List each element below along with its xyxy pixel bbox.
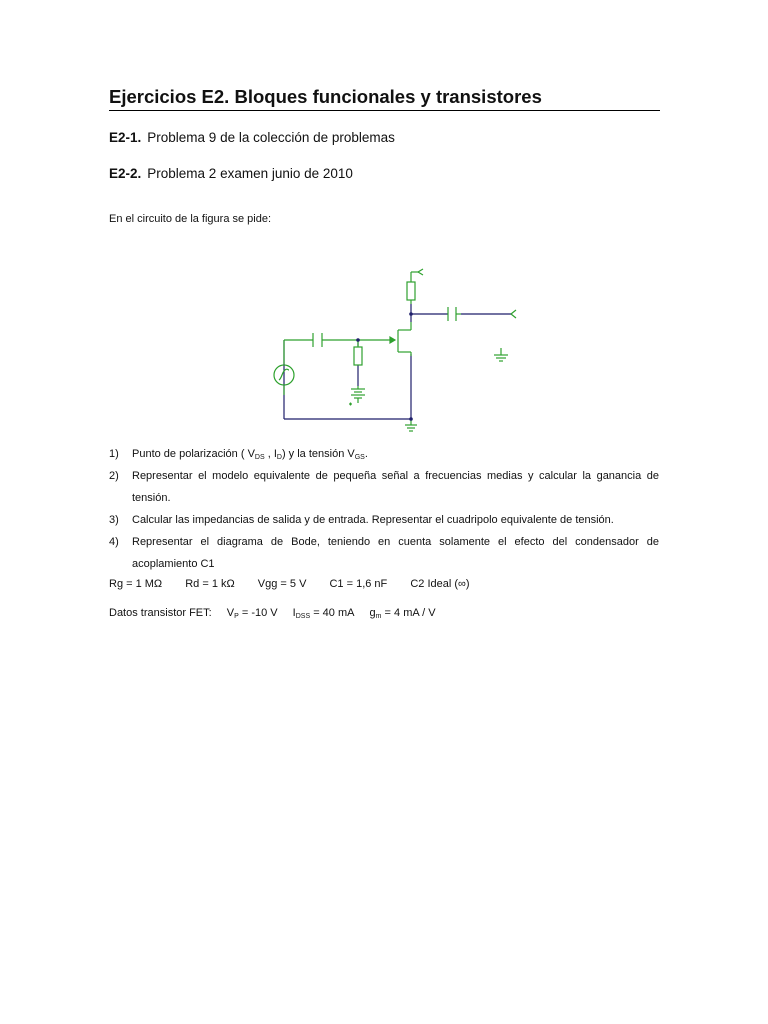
problem-text: Problema 9 de la colección de problemas	[147, 130, 395, 145]
circuit-wires	[284, 304, 511, 419]
battery-vgg	[349, 386, 365, 406]
param-rg: Rg = 1 MΩ	[109, 578, 163, 590]
fet-gm: $g_m = 4$ mA / V	[369, 607, 436, 620]
problem-text: Problema 2 examen junio de 2010	[147, 166, 353, 181]
problem-item	[109, 130, 395, 145]
question-number: 1)	[109, 448, 119, 460]
fet-data-label: Datos transistor FET:	[109, 607, 212, 619]
circuit-components	[274, 269, 516, 431]
problem-number: E2-2.	[109, 166, 142, 181]
question-number: 4)	[109, 536, 119, 548]
resistor-rg	[354, 340, 362, 365]
circuit-diagram	[268, 262, 528, 437]
fet-transistor	[388, 322, 411, 356]
question-item	[109, 531, 659, 575]
parameter-line	[109, 578, 490, 590]
capacitor-c2	[448, 307, 461, 321]
question-text: Calcular las impedancias de salida y de entrada. Representar el cuadripolo equivalente de tensión.	[132, 514, 614, 526]
capacitor-c1	[313, 333, 322, 347]
question-item	[109, 443, 659, 465]
question-item	[109, 509, 659, 531]
question-text: Punto de polarización ( $V_{DS}$ , $I_D$) y la tensión $V_{GS}$.	[132, 448, 368, 461]
question-text: Representar el diagrama de Bode, teniendo en cuenta solamente el efecto del condensador de acoplamiento C1	[132, 536, 659, 570]
fet-vp: $V_P = -10$ V	[226, 607, 278, 620]
question-number: 2)	[109, 470, 119, 482]
param-c1: C1 = 1,6 nF	[329, 578, 388, 590]
fet-idss: $I_{DSS} = 40$ mA	[292, 607, 355, 620]
question-list	[109, 443, 659, 575]
param-vgg: Vgg = 5 V	[257, 578, 307, 590]
page-title: Ejercicios E2. Bloques funcionales y transistores	[109, 86, 542, 107]
ground-symbol	[494, 348, 508, 361]
fet-data-line	[109, 607, 436, 619]
junction-dots	[356, 312, 413, 421]
param-rd: Rd = 1 kΩ	[185, 578, 235, 590]
intro-text: En el circuito de la figura se pide:	[109, 213, 272, 225]
question-item	[109, 465, 659, 509]
vdd-terminal	[411, 269, 423, 275]
problem-number: E2-1.	[109, 130, 142, 145]
title-divider	[109, 110, 660, 111]
param-c2: C2 Ideal (∞)	[410, 578, 470, 590]
output-terminal	[511, 310, 516, 318]
problem-item	[109, 166, 353, 181]
question-text: Representar el modelo equivalente de pequeña señal a frecuencias medias y calcular la ganancia de tensión.	[132, 470, 659, 504]
resistor-rd	[407, 272, 415, 304]
question-number: 3)	[109, 514, 119, 526]
